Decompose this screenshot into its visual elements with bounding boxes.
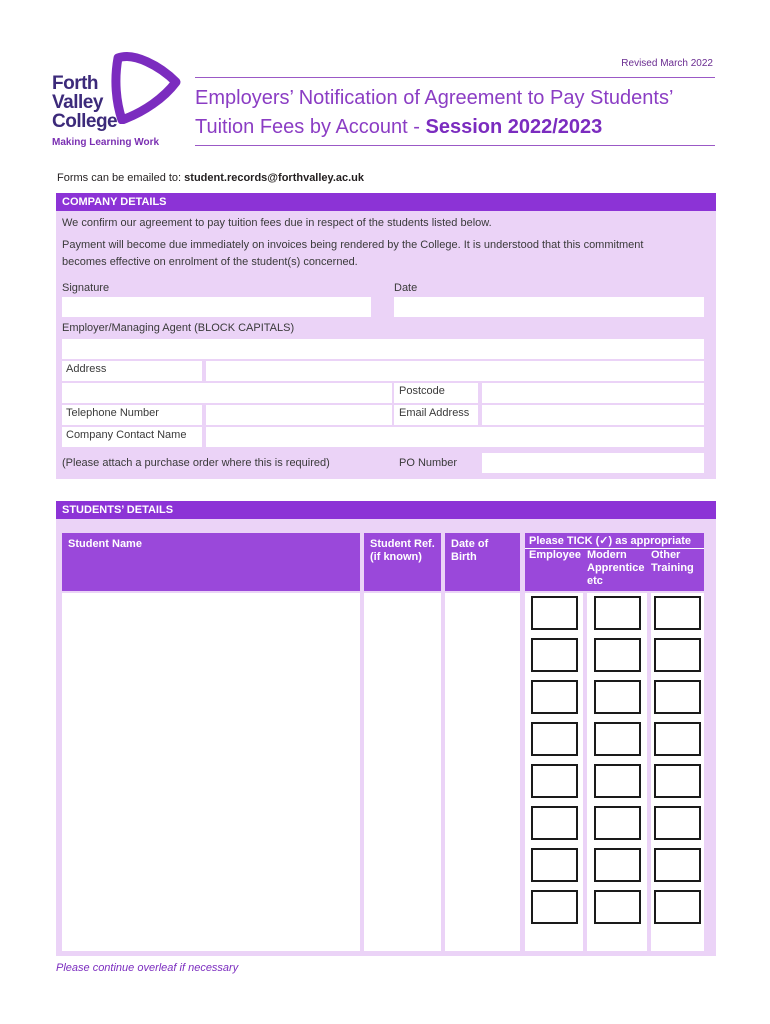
page-title <box>195 84 725 142</box>
address-field[interactable] <box>206 361 704 381</box>
tick-box-employee[interactable] <box>531 722 578 756</box>
title-line-2: Tuition Fees by Account - <box>195 116 426 138</box>
signature-field[interactable] <box>62 297 371 317</box>
tick-box-employee[interactable] <box>531 680 578 714</box>
signature-label: Signature <box>62 282 110 294</box>
tick-other-training-header: Other Training <box>651 549 694 574</box>
email-instruction <box>57 172 364 184</box>
title-line-1: Employers’ Notification of Agreement to Pay Students’ <box>195 87 674 109</box>
title-rule-bottom <box>195 145 715 146</box>
session-label: Session 2022/2023 <box>425 116 603 138</box>
tick-box-modern-apprentice[interactable] <box>594 764 641 798</box>
contact-name-field[interactable] <box>206 427 704 447</box>
company-details-section <box>56 193 716 479</box>
tick-box-employee[interactable] <box>531 596 578 630</box>
tick-box-modern-apprentice[interactable] <box>594 722 641 756</box>
tick-employee-header: Employee <box>529 549 581 561</box>
tick-box-modern-apprentice[interactable] <box>594 638 641 672</box>
tick-box-employee[interactable] <box>531 638 578 672</box>
po-number-label: PO Number <box>399 457 458 469</box>
tick-box-employee[interactable] <box>531 806 578 840</box>
students-details-section <box>56 501 716 956</box>
tick-box-other-training[interactable] <box>654 680 701 714</box>
tick-box-modern-apprentice[interactable] <box>594 806 641 840</box>
dob-header: Date of Birth <box>445 533 520 591</box>
tick-box-employee[interactable] <box>531 848 578 882</box>
college-logo <box>52 52 182 152</box>
logo-tagline: Making Learning Work <box>52 137 160 148</box>
revised-date: Revised March 2022 <box>621 58 713 69</box>
tick-instruction: Please TICK (✓) as appropriate <box>525 533 704 549</box>
tick-box-other-training[interactable] <box>654 722 701 756</box>
postcode-label: Postcode <box>399 385 445 397</box>
telephone-label: Telephone Number <box>66 407 159 419</box>
tick-box-employee[interactable] <box>531 764 578 798</box>
logo-line-forth: Forth <box>52 73 99 94</box>
tick-box-other-training[interactable] <box>654 890 701 924</box>
student-name-column[interactable] <box>62 593 360 951</box>
postcode-field[interactable] <box>482 383 704 403</box>
po-number-field[interactable] <box>482 453 704 473</box>
tick-box-other-training[interactable] <box>654 806 701 840</box>
email-address-label: Email Address <box>399 407 470 419</box>
address-field-2[interactable] <box>62 383 392 403</box>
telephone-field[interactable] <box>206 405 392 425</box>
tick-box-employee[interactable] <box>531 890 578 924</box>
contact-name-label: Company Contact Name <box>66 429 187 441</box>
tick-box-modern-apprentice[interactable] <box>594 848 641 882</box>
date-label: Date <box>394 282 418 294</box>
confirm-text: We confirm our agreement to pay tuition fees due in respect of the students listed below. <box>62 217 492 229</box>
payment-text-2: becomes effective on enrolment of the student(s) concerned. <box>62 256 358 268</box>
tick-box-modern-apprentice[interactable] <box>594 596 641 630</box>
date-field[interactable] <box>394 297 704 317</box>
employer-label: Employer/Managing Agent (BLOCK CAPITALS) <box>62 322 295 334</box>
email-prefix: Forms can be emailed to: <box>57 172 185 184</box>
tick-box-other-training[interactable] <box>654 638 701 672</box>
po-note: (Please attach a purchase order where this is required) <box>62 457 330 469</box>
tick-box-other-training[interactable] <box>654 596 701 630</box>
payment-text-1: Payment will become due immediately on invoices being rendered by the College. It is understood that this commitment <box>62 239 644 251</box>
logo-line-college: College <box>52 111 118 132</box>
tick-box-modern-apprentice[interactable] <box>594 890 641 924</box>
tick-header <box>525 533 704 591</box>
tick-modern-apprentice-header: Modern Apprentice etc <box>587 549 645 587</box>
student-ref-column[interactable] <box>364 593 441 951</box>
title-rule-top <box>195 77 715 78</box>
logo-line-valley: Valley <box>52 92 103 113</box>
students-details-heading: STUDENTS’ DETAILS <box>56 501 716 519</box>
continue-overleaf-note: Please continue overleaf if necessary <box>56 962 239 974</box>
tick-box-other-training[interactable] <box>654 764 701 798</box>
student-ref-header: Student Ref. (if known) <box>364 533 441 591</box>
tick-box-modern-apprentice[interactable] <box>594 680 641 714</box>
student-name-header: Student Name <box>62 533 360 591</box>
tick-box-other-training[interactable] <box>654 848 701 882</box>
email-address-field[interactable] <box>482 405 704 425</box>
address-label: Address <box>66 363 107 375</box>
employer-field[interactable] <box>62 339 704 359</box>
email-address-link[interactable]: student.records@forthvalley.ac.uk <box>184 172 365 184</box>
company-details-heading: COMPANY DETAILS <box>56 193 716 211</box>
dob-column[interactable] <box>445 593 520 951</box>
